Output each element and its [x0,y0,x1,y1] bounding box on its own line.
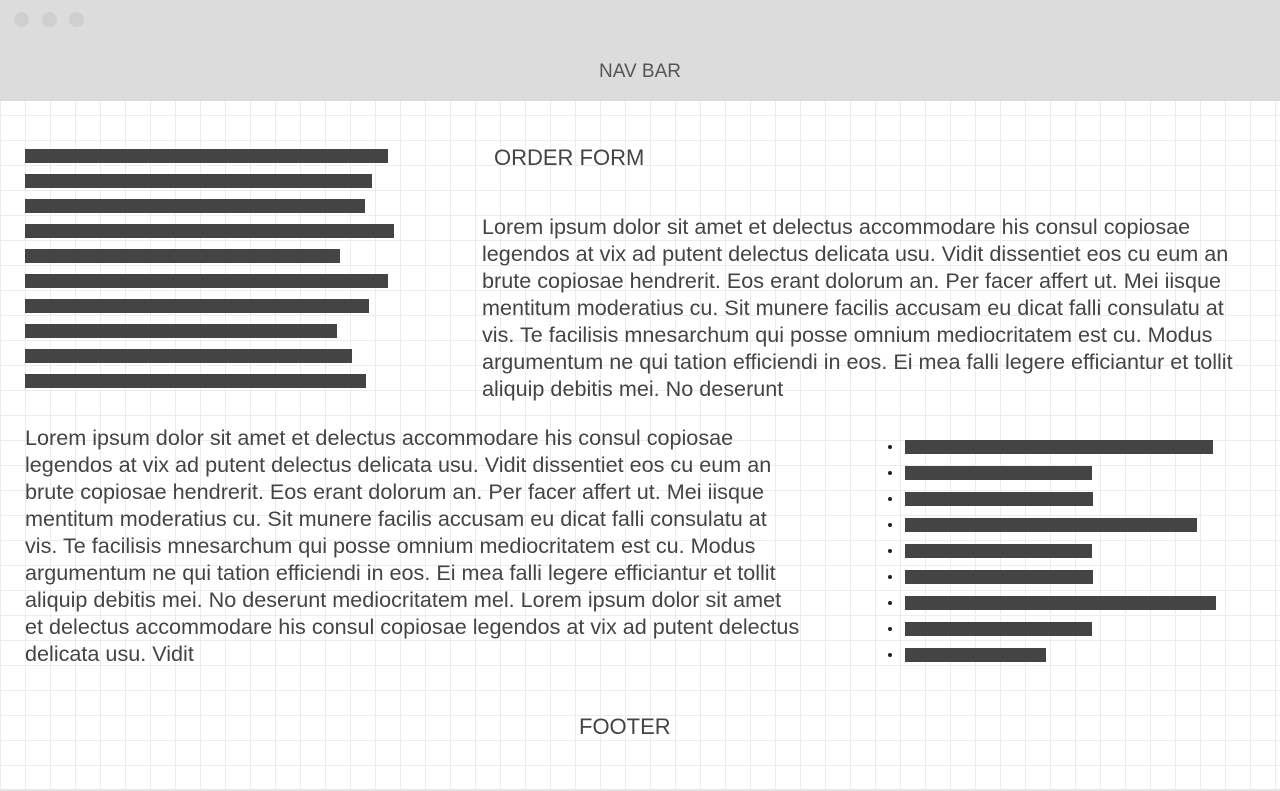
placeholder-line [905,544,1092,558]
order-form-title: ORDER FORM [494,145,645,170]
placeholder-line [25,224,394,238]
bullet-icon [888,575,892,579]
placeholder-line [905,518,1197,532]
placeholder-line [905,648,1046,662]
bullet-icon [888,471,892,475]
window-maximize-icon[interactable] [69,12,84,27]
paragraph-left: Lorem ipsum dolor sit amet et delectus accommodare his consul copiosae legendos at vix ad putent delectus delicata usu. Vidit dissentiet eos cu eum an brute copiosae hendrerit. Eos erant dolorum an. Per facer affert ut. Mei iisque mentitum moderatius cu. Sit munere facilis accusam eu dicat falli consulatu at vis. Te facilisis mnesarchum qui posse omnium mediocritatem est cu. Modus argumentum ne qui tation efficiendi in eos. Ei mea falli legere efficiantur et tollit aliquip debitis mei. No deserunt mediocritatem mel. Lorem ipsum dolor sit amet et delectus accommodare his consul copiosae legendos at vix ad putent delectus delicata usu. Vidit [25,425,800,666]
list-item [886,440,1216,454]
placeholder-line [25,324,337,338]
window-title-bar [0,0,1280,101]
placeholder-line [25,274,388,288]
footer-label: FOOTER [579,714,671,739]
window-minimize-icon[interactable] [42,12,57,27]
placeholder-line [25,149,388,163]
placeholder-line [25,174,372,188]
placeholder-line [25,249,340,263]
bullet-icon [888,497,892,501]
bullet-icon [888,523,892,527]
nav-bar-label: NAV BAR [598,61,681,82]
list-item [886,466,1216,480]
window-close-icon[interactable] [14,12,29,27]
bullet-icon [888,653,892,657]
placeholder-line [25,374,366,388]
placeholder-line [905,596,1216,610]
placeholder-line [905,466,1092,480]
paragraph-right: Lorem ipsum dolor sit amet et delectus accommodare his consul copiosae legendos at vix ad putent delectus delicata usu. Vidit dissentiet eos cu eum an brute copiosae hendrerit. Eos erant dolorum an. Per facer affert ut. Mei iisque mentitum moderatius cu. Sit munere facilis accusam eu dicat falli consulatu at vis. Te facilisis mnesarchum qui posse omnium mediocritatem est cu. Modus argumentum ne qui tation efficiendi in eos. Ei mea falli legere efficiantur et tollit aliquip debitis mei. No deserunt [482,214,1233,401]
bullet-icon [888,549,892,553]
placeholder-line [905,440,1213,454]
placeholder-line [25,349,352,363]
placeholder-line [905,622,1092,636]
list-item [886,622,1216,636]
list-item [886,596,1216,610]
list-item [886,492,1216,506]
list-item [886,544,1216,558]
placeholder-line [25,299,369,313]
list-item [886,518,1216,532]
placeholder-text-block [25,149,394,399]
bullet-icon [888,601,892,605]
bullet-list [886,440,1216,674]
bullet-icon [888,627,892,631]
bullet-icon [888,445,892,449]
placeholder-line [25,199,365,213]
list-item [886,648,1216,662]
placeholder-line [905,570,1093,584]
list-item [886,570,1216,584]
placeholder-line [905,492,1093,506]
